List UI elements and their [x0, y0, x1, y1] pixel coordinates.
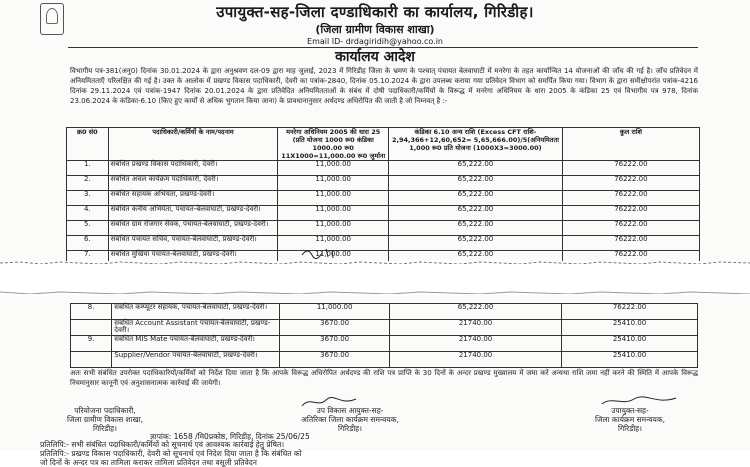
row-a: 11,000.00	[278, 206, 389, 221]
signature-left-line1: परियोजना पदाधिकारी,	[74, 406, 136, 415]
row-sn: 1.	[67, 161, 109, 176]
row-sn: 4.	[67, 206, 109, 221]
row-b: 65,222.00	[389, 206, 563, 221]
row-sn	[71, 320, 112, 336]
row-total: 76222.00	[562, 206, 699, 221]
row-name: Supplier/Vendor पंचायत-बेलवाघाटी, प्रखण्ड-देवरी।	[112, 352, 280, 368]
signature-middle-line1: उप विकास आयुक्त-सह-	[316, 406, 384, 415]
row-name: संबंधित Account Assistant पंचायत-बेलवाघाटी, प्रखण्ड-देवरी।	[112, 320, 280, 336]
table-header-row	[67, 128, 700, 161]
table-row	[71, 336, 698, 352]
office-subtitle: (जिला ग्रामीण विकास शाखा)	[315, 23, 435, 36]
row-name: संबंधित पंचायत सचिव, पंचायत-बेलवाघाटी, प्रखण्ड-देवरी।	[108, 236, 278, 251]
row-b: 65,222.00	[389, 176, 563, 191]
row-name: संबंधित कम्प्यूटर सहायक, पंचायत-बेलवाघाटी, प्रखण्ड-देवरी।	[112, 304, 280, 320]
row-total: 76222.00	[562, 176, 699, 191]
row-b: 65,222.00	[389, 251, 563, 266]
row-a: 11,000.00	[278, 161, 389, 176]
signature-middle-line3: गिरिडीह।	[338, 424, 362, 433]
memo-reference: ज्ञापांक: 1658 /मि0प्रकोष्ठ, गिरिडीह, दिनांक 25/06/25	[150, 432, 310, 441]
row-b: 21740.00	[390, 336, 562, 352]
row-a: 11,000.00	[280, 304, 390, 320]
row-total: 25410.00	[562, 352, 698, 368]
signature-right-line3: गिरिडीह।	[618, 424, 642, 433]
row-a: 11,000.00	[278, 221, 389, 236]
table-row	[67, 176, 700, 191]
office-email: Email ID- drdagiridih@yahoo.co.in	[307, 37, 443, 46]
row-sn: 3.	[67, 191, 109, 206]
row-b: 21740.00	[390, 352, 562, 368]
row-a: 11,000.00	[278, 191, 389, 206]
page-break-gap	[0, 261, 750, 295]
row-b: 65,222.00	[389, 161, 563, 176]
signature-left-line3: गिरिडीह।	[93, 424, 117, 433]
row-b: 65,222.00	[390, 304, 562, 320]
row-name: संबंधित ग्राम रोजगार सेवक, पंचायत-बेलवाघाटी, प्रखण्ड-देवरी।	[108, 221, 278, 236]
table-row	[71, 320, 698, 336]
row-name: संबंधित प्रखण्ड विकास पदाधिकारी, देवरी।	[108, 161, 278, 176]
row-total: 76222.00	[562, 304, 698, 320]
signature-middle	[265, 406, 435, 433]
row-sn	[71, 352, 112, 368]
row-b: 65,222.00	[389, 221, 563, 236]
table-row	[67, 221, 700, 236]
table-row	[67, 191, 700, 206]
memo-copy-3: जो दिनों के अन्दर पत्र का तामिला कराकर तामिला प्रतिवेदन तथा वसूली प्रतिवेदन	[40, 458, 257, 467]
closing-paragraph: अतः सभी संबंधित उपरोक्त पदाधिकारियों/कर्मियों को निर्देश दिया जाता है कि आपके विरूद्ध अधिरोपित अर्थदण्ड की राशि पत्र प्राप्ति के 30 दिनों के अन्दर प्रखण्ड मुख्यालय में जमा करें अन्यथा राशि जमा नहीं करने की स्थिति में आपके विरूद्ध नियमानुसार कानूनी एवं अनुशासनात्मक कार्रवाई की जायेगी।	[70, 369, 698, 387]
row-sn: 5.	[67, 221, 109, 236]
row-a: 11,000.00	[278, 236, 389, 251]
row-total: 76222.00	[562, 191, 699, 206]
row-name: संबंधित कनीय अभियंता, पंचायत-बेलवाघाटी, प्रखण्ड-देवरी।	[108, 206, 278, 221]
memo-copy-2: प्रतिलिपि:- प्रखण्ड विकास पदाधिकारी, देवरी को सूचनार्थ एवं निदेश दिया जाता है कि संबंधित को	[40, 449, 302, 458]
col-sn: क्र0 सं0	[67, 128, 109, 161]
table-row	[67, 236, 700, 251]
row-b: 65,222.00	[389, 191, 563, 206]
row-total: 25410.00	[562, 320, 698, 336]
signature-right	[560, 406, 700, 433]
signature-right-line1: उपायुक्त-सह-	[611, 406, 649, 415]
signature-middle-line2: अतिरिक्त जिला कार्यक्रम समन्वयक,	[301, 415, 399, 424]
memo-copy-1: प्रतिलिपि:- सभी संबंधित पदाधिकारी/कर्मियों को सूचनार्थ एवं आवश्यक कार्रवाई हेतु प्रेषित।	[40, 440, 285, 449]
intro-paragraph: विभागीय पत्र-381(अनु0) दिनांक 30.01.2024 के द्वारा अनुश्रवण दल-09 द्वारा माह जुलाई, 2023 में गिरिडीह जिला के भ्रमण के पश्चात् पंचायत बेलवाघाटी में मनरेगा के तहत कार्यान्वित 14 योजनाओं की जाँच की गई है। जाँच प्रतिवेदन में अनियमितताएँ परिलक्षित की गई है। उक्त के आलोक में प्रखण्ड विकास पदाधिकारी, देवरी का पत्रांक-2840, दिनांक 05.10.2024 के द्वारा उपलब्ध कराया गया प्रतिवेदन विभाग को समर्पित किया गया। विभाग के द्वारा समीक्षोपरांत पत्रांक-4216 दिनांक 29.11.2024 एवं पत्रांक-1947 दिनांक 20.01.2024 के द्वारा प्रतिवेदित अनियमितताओं के संबंध में दोषी पदाधिकारी/कर्मियों के विरूद्ध में मनरेगा अधिनियम के धारा 2005 के कंडिका 25 एवं विभागीय पत्र 978, दिनांक 23.06.2024 के कंडिका-6.10 (किए हुए कार्यों से अधिक भुगतान किया जाना) के प्रावधानानुसार अर्थदण्ड अधिरोपित की जाती है जो निम्नवत् है :-	[70, 67, 698, 105]
row-total: 76222.00	[562, 221, 699, 236]
row-name: संबंधित सहायक अभियंता, प्रखण्ड-देवरी।	[108, 191, 278, 206]
row-name: संबंधित मुखिया पंचायत-बेलवाघाटी, प्रखण्ड-देवरी।	[108, 251, 278, 266]
row-sn: 8.	[71, 304, 112, 320]
row-sn: 9.	[71, 336, 112, 352]
row-a: 11,000.00	[278, 176, 389, 191]
row-a: 3670.00	[280, 336, 390, 352]
office-title: उपायुक्त-सह-जिला दण्डाधिकारी का कार्यालय, गिरिडीह।	[216, 3, 534, 21]
table-row	[71, 352, 698, 368]
row-sn: 2.	[67, 176, 109, 191]
signature-right-line2: जिला कार्यक्रम समन्वयक,	[594, 415, 666, 424]
row-total: 76222.00	[562, 236, 699, 251]
table-row	[71, 304, 698, 320]
row-b: 65,222.00	[389, 236, 563, 251]
row-a: 3670.00	[280, 320, 390, 336]
col-total: कुल राशि	[562, 128, 699, 161]
row-a: 11,000.00	[278, 251, 389, 266]
table-row	[67, 206, 700, 221]
torn-edge-top	[0, 261, 750, 264]
torn-edge-bottom	[0, 291, 750, 294]
penalty-table-continued	[70, 303, 698, 368]
row-sn: 7.	[67, 251, 109, 266]
row-a: 3670.00	[280, 352, 390, 368]
row-total: 76222.00	[562, 251, 699, 266]
row-total: 76222.00	[562, 161, 699, 176]
row-name: संबंधित MIS Mate पंचायत-बेलवाघाटी, प्रखण्ड-देवरी।	[112, 336, 280, 352]
signature-left-line2: जिला ग्रामीण विकास शाखा,	[66, 415, 144, 424]
initials-scribble	[300, 247, 340, 259]
order-title: कार्यालय आदेश	[335, 49, 415, 65]
row-sn: 6.	[67, 236, 109, 251]
table-row	[67, 161, 700, 176]
col-clause610: कंडिका 6.10 अन्य राशि (Excess CFT राशि- 2,94,366+12,60,652= 5,65,666.00)/5(अनियमितता 1,000 रू0 प्रति योजना (1000X3=3000.00)	[389, 128, 563, 161]
col-name: पदाधिकारी/कर्मियों के नाम/पदनाम	[108, 128, 278, 161]
row-b: 21740.00	[390, 320, 562, 336]
col-section25: मनरेगा अधिनियम 2005 की धारा 25 (प्रति योजना 1000 रू0 कंडिका 1000.00 रू0 11X1000=11,000.00 रू0 जुर्माना	[278, 128, 389, 161]
penalty-table	[66, 127, 700, 266]
signature-left	[40, 406, 170, 433]
row-total: 25410.00	[562, 336, 698, 352]
row-name: संबंधित अंचल कार्यक्रम पदाधिकारी, देवरी।	[108, 176, 278, 191]
